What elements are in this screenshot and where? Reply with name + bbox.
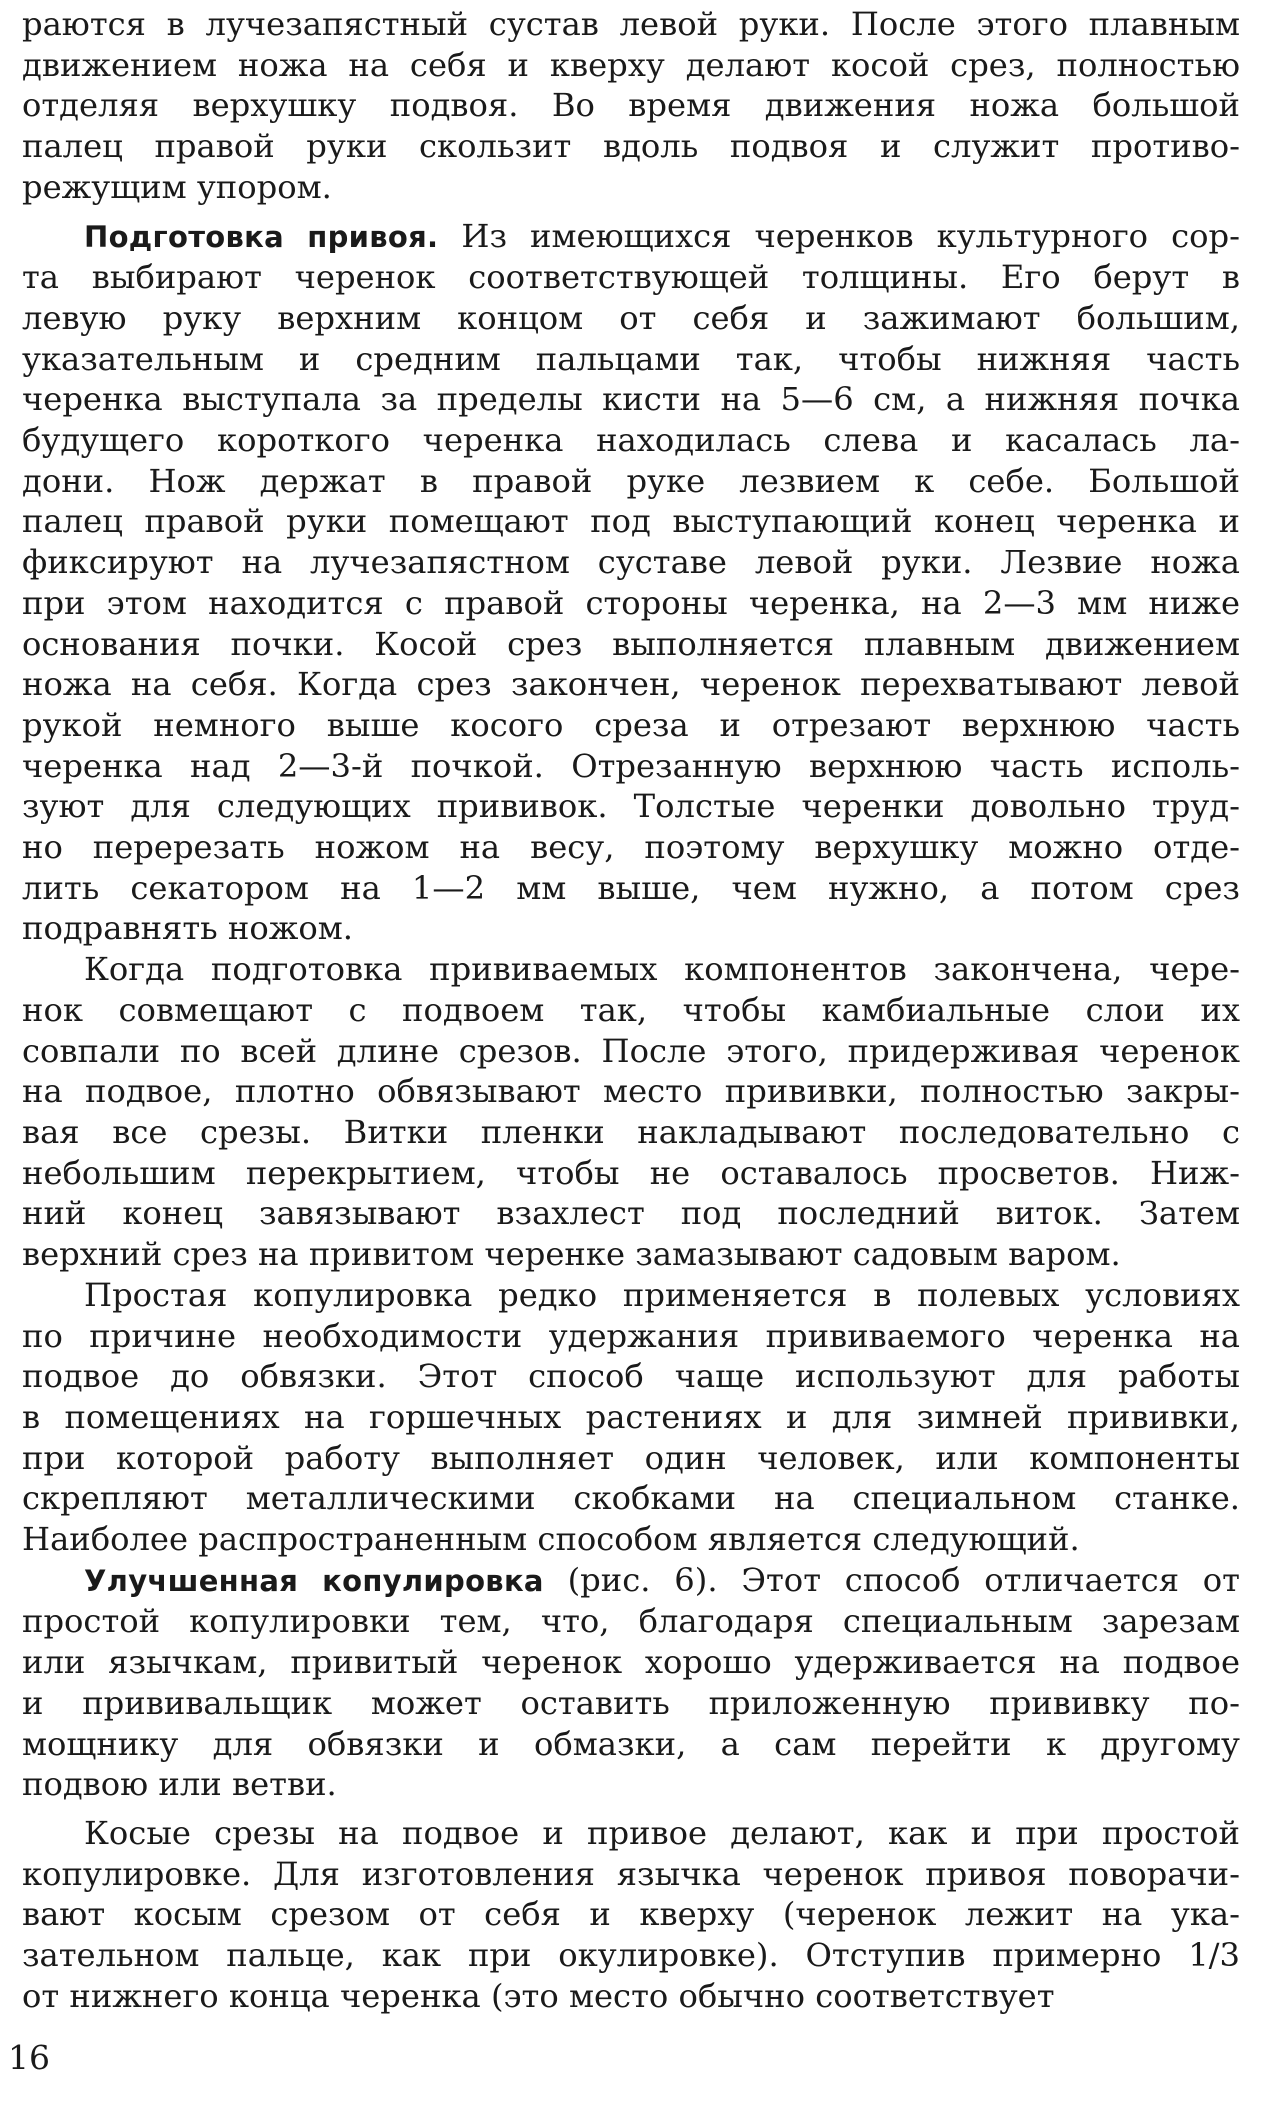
text-line bbox=[22, 298, 1240, 339]
line-text: простой копулировки тем, что, благодаря специальным зарезам bbox=[22, 1602, 1240, 1641]
text-line bbox=[22, 420, 1240, 461]
body-text bbox=[22, 4, 1240, 2016]
line-text: (рис. 6). Этот способ отличается от bbox=[543, 1560, 1240, 1599]
text-line bbox=[22, 4, 1240, 45]
line-text: при этом находится с правой стороны черенка, на 2—3 мм ниже bbox=[22, 583, 1240, 622]
line-text: палец правой руки помещают под выступающий конец черенка и bbox=[22, 502, 1240, 541]
text-line bbox=[22, 664, 1240, 705]
text-line bbox=[22, 167, 1240, 208]
text-line bbox=[22, 1894, 1240, 1935]
line-text: Из имеющихся черенков культурного сор- bbox=[438, 216, 1240, 255]
text-line bbox=[22, 85, 1240, 126]
line-text: на подвое, плотно обвязывают место прививки, полностью закры- bbox=[22, 1072, 1240, 1111]
line-text: лить секатором на 1—2 мм выше, чем нужно, а потом срез bbox=[22, 868, 1240, 907]
line-text: и прививальщик может оставить приложенную прививку по- bbox=[22, 1683, 1240, 1722]
line-text: мощнику для обвязки и обмазки, а сам перейти к другому bbox=[22, 1724, 1240, 1763]
text-line bbox=[22, 1478, 1240, 1519]
text-line bbox=[22, 1683, 1240, 1724]
text-line bbox=[22, 257, 1240, 298]
text-line bbox=[22, 1642, 1240, 1683]
text-line bbox=[22, 126, 1240, 167]
line-text: ножа на себя. Когда срез закончен, черенок перехватывают левой bbox=[22, 665, 1240, 704]
line-text: вают косым срезом от себя и кверху (черенок лежит на ука- bbox=[22, 1895, 1240, 1934]
text-line bbox=[22, 1560, 1240, 1602]
line-text: фиксируют на лучезапястном суставе левой руки. Лезвие ножа bbox=[22, 543, 1240, 582]
text-line bbox=[22, 1071, 1240, 1112]
line-text: Когда подготовка прививаемых компонентов закончена, чере- bbox=[84, 950, 1240, 989]
line-text: та выбирают черенок соответствующей толщины. Его берут в bbox=[22, 258, 1240, 297]
line-text: Простая копулировка редко применяется в полевых условиях bbox=[84, 1275, 1240, 1314]
line-text: режущим упором. bbox=[22, 167, 332, 206]
line-text: зательном пальце, как при окулировке). Отступив примерно 1/3 bbox=[22, 1936, 1240, 1975]
text-line bbox=[22, 216, 1240, 258]
line-text: скрепляют металлическими скобками на специальном станке. bbox=[22, 1479, 1240, 1518]
document-page bbox=[22, 4, 1240, 2016]
line-text: основания почки. Косой срез выполняется плавным движением bbox=[22, 624, 1240, 663]
line-text: но перерезать ножом на весу, поэтому верхушку можно отде- bbox=[22, 828, 1240, 867]
text-line bbox=[22, 1112, 1240, 1153]
line-text: верхний срез на привитом черенке замазывают садовым варом. bbox=[22, 1235, 1121, 1274]
line-text: подравнять ножом. bbox=[22, 909, 353, 948]
text-line bbox=[22, 1031, 1240, 1072]
text-line bbox=[22, 949, 1240, 990]
line-text: подвое до обвязки. Этот способ чаще используют для работы bbox=[22, 1357, 1240, 1396]
line-text: в помещениях на горшечных растениях и для зимней прививки, bbox=[22, 1397, 1240, 1436]
line-text: черенка над 2—3-й почкой. Отрезанную верхнюю часть исполь- bbox=[22, 746, 1240, 785]
text-line bbox=[22, 1438, 1240, 1479]
text-line bbox=[22, 1519, 1240, 1560]
line-text: копулировке. Для изготовления язычка черенок привоя поворачи- bbox=[22, 1854, 1240, 1893]
line-text: раются в лучезапястный сустав левой руки. После этого плавным bbox=[22, 5, 1240, 43]
text-line bbox=[22, 1935, 1240, 1976]
line-text: будущего короткого черенка находилась слева и касалась ла- bbox=[22, 421, 1240, 460]
line-text: небольшим перекрытием, чтобы не оставалось просветов. Ниж- bbox=[22, 1153, 1240, 1192]
text-line bbox=[22, 705, 1240, 746]
line-text: палец правой руки скользит вдоль подвоя и служит противо- bbox=[22, 127, 1240, 166]
line-text: Наиболее распространенным способом является следующий. bbox=[22, 1520, 1080, 1559]
line-text: Косые срезы на подвое и привое делают, как и при простой bbox=[84, 1813, 1240, 1852]
line-text: рукой немного выше косого среза и отрезают верхнюю часть bbox=[22, 705, 1240, 744]
line-text: по причине необходимости удержания прививаемого черенка на bbox=[22, 1316, 1240, 1355]
text-line bbox=[22, 501, 1240, 542]
line-text: нок совмещают с подвоем так, чтобы камбиальные слои их bbox=[22, 990, 1240, 1029]
line-text: дони. Нож держат в правой руке лезвием к себе. Большой bbox=[22, 461, 1240, 500]
run-in-heading: Подготовка привоя. bbox=[84, 219, 439, 254]
text-line bbox=[22, 1976, 1240, 2017]
page-number: 16 bbox=[8, 2038, 50, 2077]
text-line bbox=[22, 339, 1240, 380]
text-line bbox=[22, 868, 1240, 909]
text-line bbox=[22, 461, 1240, 502]
line-text: или язычкам, привитый черенок хорошо удерживается на подвое bbox=[22, 1643, 1240, 1682]
text-line bbox=[22, 1153, 1240, 1194]
text-line bbox=[22, 1764, 1240, 1805]
line-text: совпали по всей длине срезов. После этого, придерживая черенок bbox=[22, 1031, 1240, 1070]
line-text: от нижнего конца черенка (это место обычно соответствует bbox=[22, 1976, 1055, 2015]
text-line bbox=[22, 1316, 1240, 1357]
line-text: указательным и средним пальцами так, чтобы нижняя часть bbox=[22, 339, 1240, 378]
text-line bbox=[22, 542, 1240, 583]
text-line bbox=[22, 624, 1240, 665]
line-text: вая все срезы. Витки пленки накладывают последовательно с bbox=[22, 1112, 1240, 1151]
text-line bbox=[22, 786, 1240, 827]
line-text: зуют для следующих прививок. Толстые черенки довольно труд- bbox=[22, 787, 1240, 826]
line-text: левую руку верхним концом от себя и зажимают большим, bbox=[22, 298, 1240, 337]
text-line bbox=[22, 1724, 1240, 1765]
text-line bbox=[22, 746, 1240, 787]
text-line bbox=[22, 1275, 1240, 1316]
text-line bbox=[22, 45, 1240, 86]
line-text: подвою или ветви. bbox=[22, 1765, 337, 1804]
text-line bbox=[22, 1193, 1240, 1234]
line-text: при которой работу выполняет один человек, или компоненты bbox=[22, 1438, 1240, 1477]
line-text: движением ножа на себя и кверху делают косой срез, полностью bbox=[22, 45, 1240, 84]
text-line bbox=[22, 1854, 1240, 1895]
text-line bbox=[22, 1397, 1240, 1438]
text-line bbox=[22, 1356, 1240, 1397]
text-line bbox=[22, 990, 1240, 1031]
text-line bbox=[22, 583, 1240, 624]
line-text: ний конец завязывают взахлест под последний виток. Затем bbox=[22, 1194, 1240, 1233]
text-line bbox=[22, 379, 1240, 420]
text-line bbox=[22, 1813, 1240, 1854]
line-text: черенка выступала за пределы кисти на 5—6 см, а нижняя почка bbox=[22, 380, 1240, 419]
run-in-heading: Улучшенная копулировка bbox=[84, 1563, 544, 1598]
text-line bbox=[22, 827, 1240, 868]
text-line bbox=[22, 1234, 1240, 1275]
line-text: отделяя верхушку подвоя. Во время движения ножа большой bbox=[22, 86, 1240, 125]
text-line bbox=[22, 1601, 1240, 1642]
text-line bbox=[22, 908, 1240, 949]
